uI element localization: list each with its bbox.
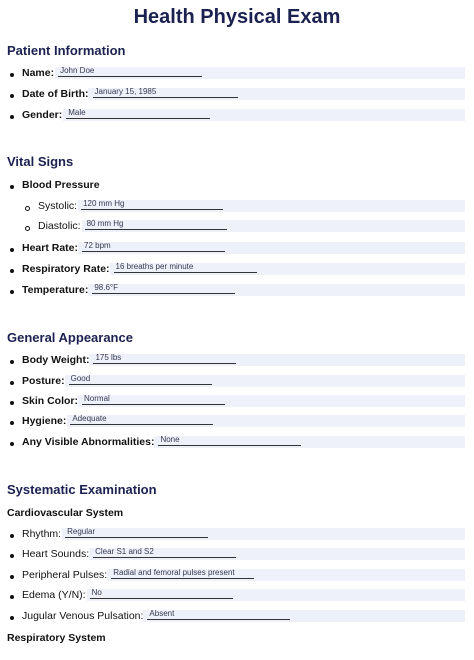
body-weight-label: Body Weight: — [22, 354, 90, 366]
bullet — [10, 381, 14, 385]
body-weight-row — [22, 354, 236, 366]
systolic-row — [38, 200, 223, 212]
rhythm-field[interactable]: Regular — [65, 527, 208, 538]
hygiene-row — [22, 415, 213, 427]
posture-row — [22, 375, 212, 387]
jvp-field[interactable]: Absent — [147, 609, 290, 620]
systolic-label: Systolic: — [38, 200, 78, 212]
skin-color-row — [22, 395, 225, 407]
respiratory-rate-row — [22, 263, 257, 275]
section-heading-general-appearance: General Appearance — [7, 330, 133, 345]
temperature-field[interactable]: 98.6°F — [92, 283, 235, 294]
bullet — [10, 575, 14, 579]
blood-pressure-row — [22, 179, 104, 191]
edema-row — [22, 589, 233, 601]
temperature-row — [22, 284, 235, 296]
rhythm-label: Rhythm: — [22, 528, 62, 540]
peripheral-pulses-label: Peripheral Pulses: — [22, 569, 108, 581]
page-title: Health Physical Exam — [133, 6, 341, 28]
bullet — [10, 360, 14, 364]
heart-sounds-field[interactable]: Clear S1 and S2 — [93, 547, 236, 558]
edema-label: Edema (Y/N): — [22, 589, 86, 601]
sub-bullet — [25, 206, 30, 211]
posture-field[interactable]: Good — [69, 374, 212, 385]
bullet — [10, 115, 14, 119]
bullet — [10, 421, 14, 425]
gender-row — [22, 109, 210, 121]
posture-label: Posture: — [22, 375, 65, 387]
systolic-field[interactable]: 120 mm Hg — [81, 199, 223, 210]
hygiene-field[interactable]: Adequate — [70, 414, 213, 425]
abnormalities-label: Any Visible Abnormalities: — [22, 436, 155, 448]
skin-color-label: Skin Color: — [22, 395, 79, 407]
bullet — [10, 185, 14, 189]
abnormalities-row — [22, 436, 301, 448]
rhythm-row — [22, 528, 208, 540]
gender-field[interactable]: Male — [66, 108, 210, 119]
heart-rate-row — [22, 242, 225, 254]
diastolic-label: Diastolic: — [38, 220, 81, 232]
peripheral-pulses-field[interactable]: Radial and femoral pulses present — [111, 568, 254, 579]
bullet — [10, 401, 14, 405]
bullet — [10, 554, 14, 558]
bullet — [10, 616, 14, 620]
heart-sounds-row — [22, 548, 236, 560]
bullet — [10, 269, 14, 273]
name-label: Name: — [22, 67, 55, 79]
section-heading-vital-signs: Vital Signs — [7, 154, 74, 169]
gender-label: Gender: — [22, 109, 63, 121]
bullet — [10, 248, 14, 252]
dob-field[interactable]: January 15, 1985 — [93, 87, 238, 98]
heart-rate-field[interactable]: 72 bpm — [82, 241, 225, 252]
jvp-row — [22, 610, 290, 622]
section-heading-patient-information: Patient Information — [7, 43, 126, 58]
edema-field[interactable]: No — [90, 588, 233, 599]
bullet — [10, 73, 14, 77]
subsection-heading-respiratory: Respiratory System — [7, 632, 106, 644]
sub-bullet — [25, 226, 30, 231]
dob-row — [22, 88, 238, 100]
subsection-heading-cardiovascular: Cardiovascular System — [7, 507, 124, 519]
body-weight-field[interactable]: 175 lbs — [93, 353, 236, 364]
bullet — [10, 442, 14, 446]
jvp-label: Jugular Venous Pulsation: — [22, 610, 144, 622]
diastolic-row — [38, 220, 227, 232]
temperature-label: Temperature: — [22, 284, 89, 296]
section-heading-systematic-examination: Systematic Examination — [7, 482, 157, 497]
heart-rate-label: Heart Rate: — [22, 242, 79, 254]
abnormalities-field[interactable]: None — [158, 435, 301, 446]
respiratory-rate-field[interactable]: 16 breaths per minute — [114, 262, 257, 273]
skin-color-field[interactable]: Normal — [82, 394, 225, 405]
respiratory-rate-label: Respiratory Rate: — [22, 263, 110, 275]
dob-label: Date of Birth: — [22, 88, 89, 100]
peripheral-pulses-row — [22, 569, 254, 581]
bullet — [10, 595, 14, 599]
diastolic-field[interactable]: 80 mm Hg — [85, 219, 227, 230]
name-row — [22, 67, 202, 79]
name-field[interactable]: John Doe — [58, 66, 202, 77]
hygiene-label: Hygiene: — [22, 415, 67, 427]
heart-sounds-label: Heart Sounds: — [22, 548, 90, 560]
bullet — [10, 534, 14, 538]
bullet — [10, 290, 14, 294]
blood-pressure-label: Blood Pressure — [22, 179, 100, 191]
bullet — [10, 94, 14, 98]
